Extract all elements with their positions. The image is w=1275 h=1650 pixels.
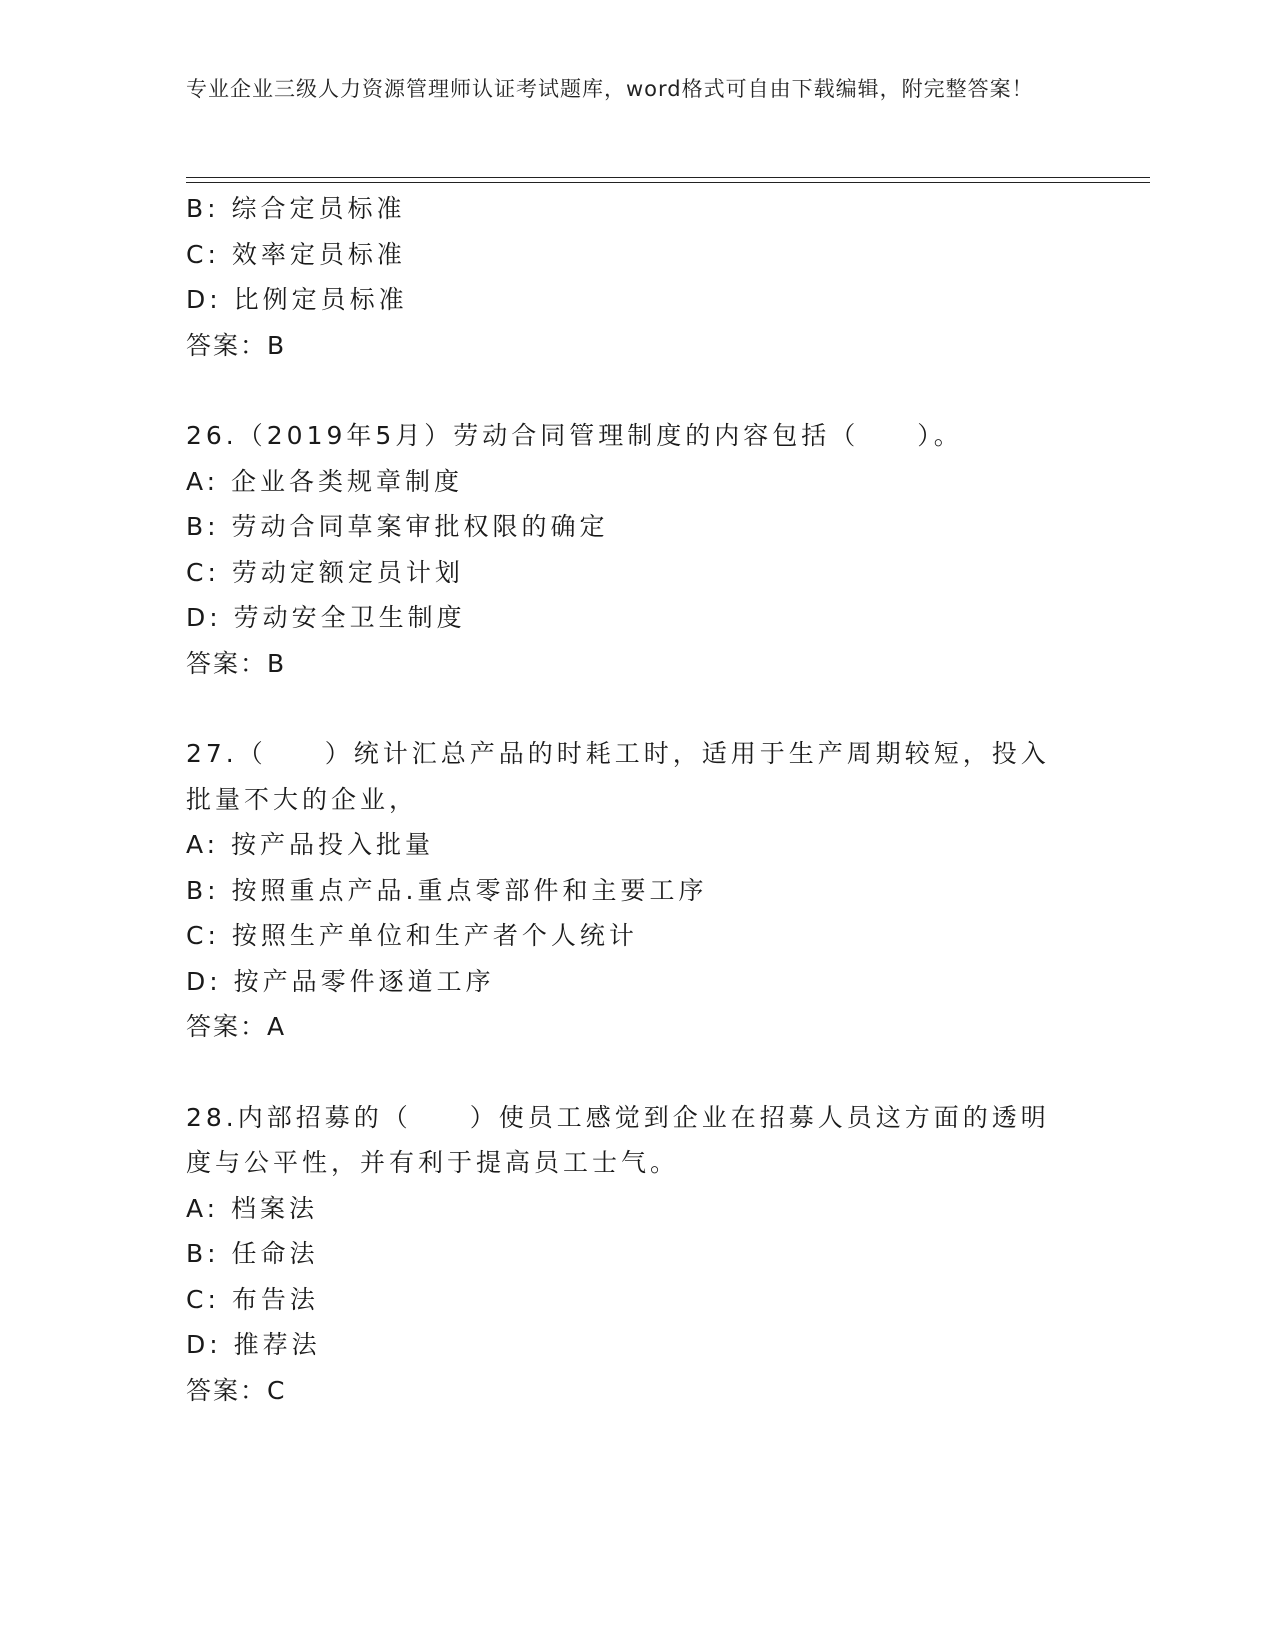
option-a: A: 按产品投入批量	[186, 830, 435, 859]
answer-line: 答案：A	[186, 1012, 287, 1041]
spacer	[186, 686, 1086, 731]
option-c: C: 按照生产单位和生产者个人统计	[186, 921, 638, 950]
option-b: B: 任命法	[186, 1239, 319, 1268]
option-a: A: 企业各类规章制度	[186, 466, 464, 496]
spacer	[186, 368, 1086, 413]
option-c: C: 布告法	[186, 1284, 319, 1314]
document-header: 专业企业三级人力资源管理师认证考试题库，word格式可自由下载编辑，附完整答案！	[186, 77, 1034, 101]
option-b: B: 综合定员标准	[186, 194, 406, 223]
option-d: D: 按产品零件逐道工序	[186, 966, 495, 996]
spacer	[186, 1050, 1086, 1095]
answer-line: 答案：B	[186, 648, 287, 678]
option-b: B: 劳动合同草案审批权限的确定	[186, 512, 609, 541]
question-28	[186, 1095, 1086, 1414]
question-text: 27.（ ）统计汇总产品的时耗工时，适用于生产周期较短，投入批量不大的企业，	[186, 739, 1050, 814]
option-b: B: 按照重点产品.重点零部件和主要工序	[186, 875, 708, 905]
carryover-question	[186, 186, 1086, 368]
question-text: 26.（2019年5月）劳动合同管理制度的内容包括（ ）。	[186, 421, 963, 450]
option-d: D: 推荐法	[186, 1330, 321, 1359]
option-c: C: 劳动定额定员计划	[186, 557, 464, 587]
question-text: 28.内部招募的（ ）使员工感觉到企业在招募人员这方面的透明度与公平性，并有利于提高员工士气。	[186, 1102, 1050, 1177]
answer-line: 答案：C	[186, 1375, 287, 1405]
answer-line: 答案：B	[186, 330, 287, 360]
question-list	[186, 186, 1086, 1413]
option-d: D: 比例定员标准	[186, 285, 408, 314]
question-26	[186, 413, 1086, 686]
option-d: D: 劳动安全卫生制度	[186, 603, 466, 632]
option-a: A: 档案法	[186, 1193, 319, 1223]
header-divider-top	[186, 177, 1150, 178]
header-divider-bottom	[186, 182, 1150, 183]
question-27	[186, 731, 1086, 1050]
option-c: C: 效率定员标准	[186, 239, 406, 269]
